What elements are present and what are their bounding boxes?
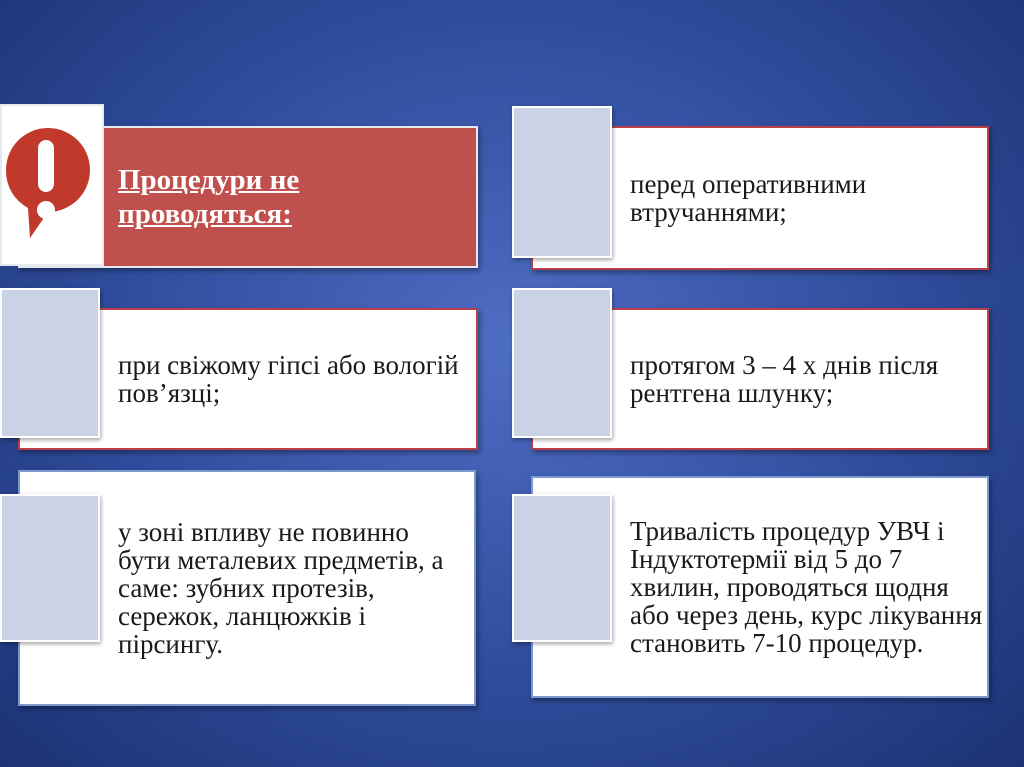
alert-icon-box: [0, 104, 104, 266]
bullet-square: [512, 494, 612, 642]
condition-text: при свіжому гіпсі або вологій пов’язці;: [118, 350, 459, 408]
condition-text: перед оперативними втручаннями;: [630, 169, 867, 227]
bullet-square: [0, 494, 100, 642]
bullet-square: [0, 288, 100, 438]
condition-text: у зоні впливу не повинно бути металевих предметів, а саме: зубних протезів, сережок, ланцюжків і пірсингу.: [118, 517, 444, 659]
title-text: Процедури не проводяться:: [118, 164, 300, 230]
bullet-square: [512, 288, 612, 438]
duration-text: Тривалість процедур УВЧ і Індуктотермії від 5 до 7 хвилин, проводяться щодня або через день, курс лікування становить 7-10 процедур.: [630, 516, 983, 658]
condition-text: протягом 3 – 4 х днів після рентгена шлунку;: [630, 350, 939, 408]
bullet-square: [512, 106, 612, 258]
exclamation-alert-icon: [0, 104, 104, 266]
